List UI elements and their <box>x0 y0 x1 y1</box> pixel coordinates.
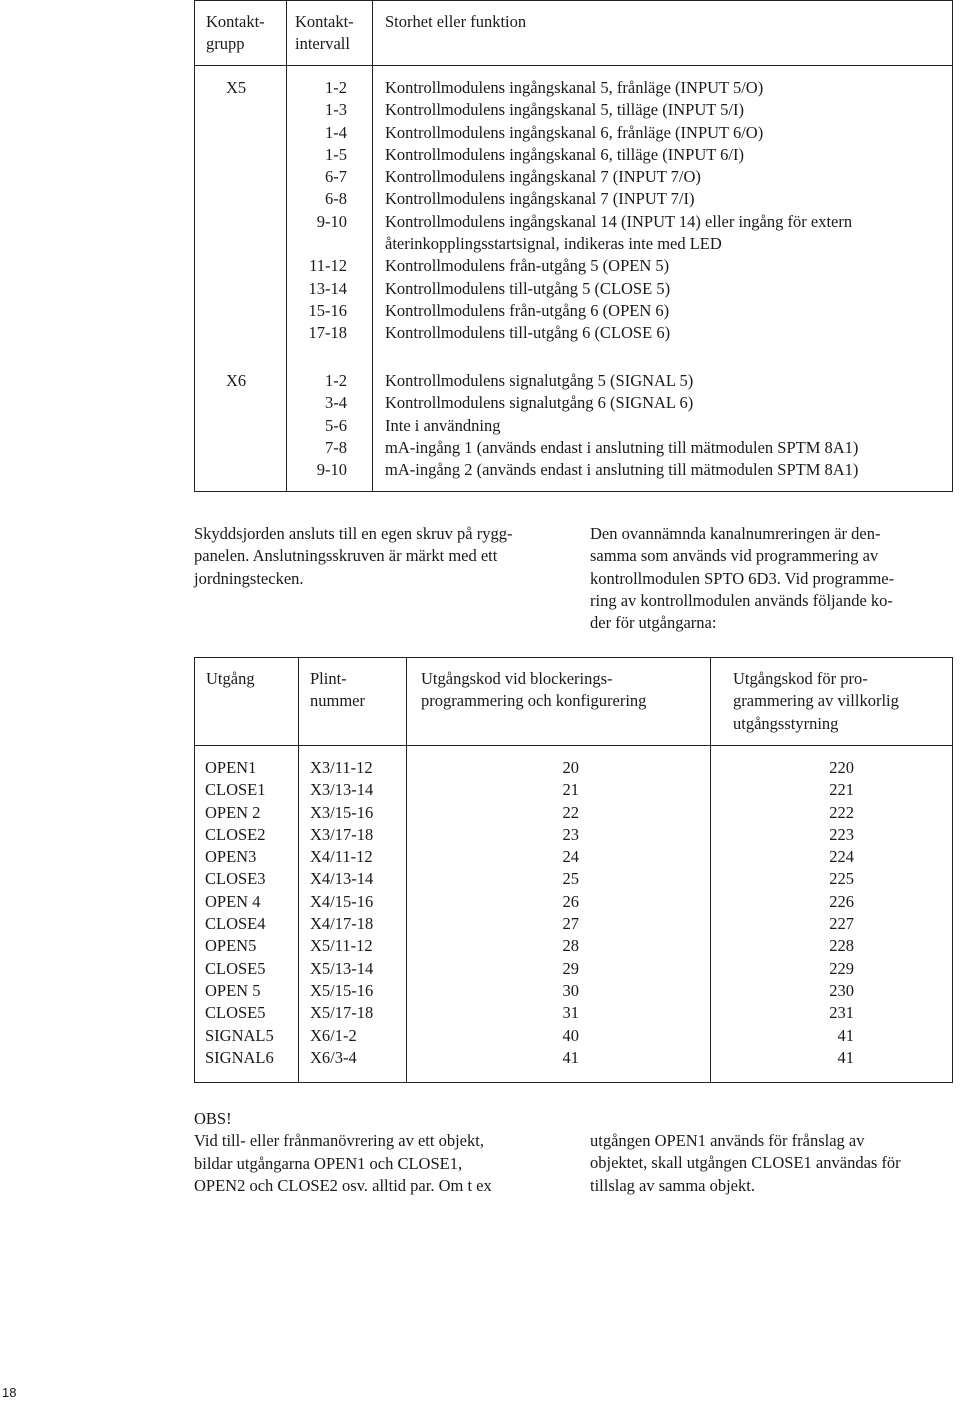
x5-description-column <box>385 77 950 345</box>
table-cell: X4/17-18 <box>310 914 374 934</box>
header-conditional-code <box>733 668 899 735</box>
obs-note-left <box>194 1108 574 1197</box>
paragraph-line: OPEN2 och CLOSE2 osv. alltid par. Om t ex <box>194 1175 492 1195</box>
table-cell: 15-16 <box>308 300 347 320</box>
paragraph-line: Vid till- eller frånmanövrering av ett objekt, <box>194 1131 484 1151</box>
group-label-x6: X6 <box>226 371 247 390</box>
table-cell: X6/3-4 <box>310 1047 357 1067</box>
table-cell: 28 <box>562 936 579 956</box>
paragraph-line: der för utgångarna: <box>590 613 717 633</box>
table-cell: CLOSE2 <box>205 824 266 844</box>
table-cell: X3/17-18 <box>310 824 374 844</box>
header-terminal-number <box>310 668 365 713</box>
table-cell: OPEN 2 <box>205 802 261 822</box>
obs-title: OBS! <box>194 1109 232 1128</box>
terminal-column <box>310 757 404 1069</box>
paragraph-line: kontrollmodulen SPTO 6D3. Vid programme- <box>590 568 895 588</box>
header-function: Storhet eller funktion <box>385 12 527 31</box>
table-cell: X3/11-12 <box>310 758 373 777</box>
table-cell: 223 <box>829 824 854 844</box>
table-cell: X4/11-12 <box>310 847 373 867</box>
table-cell: 41 <box>562 1047 579 1067</box>
table-cell: 9-10 <box>316 211 347 231</box>
table-cell: Kontrollmodulens till-utgång 6 (CLOSE 6) <box>385 323 671 343</box>
table-cell: Kontrollmodulens ingångskanal 5, frånläge (INPUT 5/O) <box>385 78 764 97</box>
table-cell: OPEN1 <box>205 758 257 777</box>
header-output <box>206 668 255 690</box>
x6-interval-column <box>287 370 347 481</box>
table-cell: 9-10 <box>316 460 347 480</box>
table-cell: 21 <box>562 780 579 800</box>
channel-note-paragraph <box>590 523 960 634</box>
table-cell: återinkopplingsstartsignal, indikeras inte med LED <box>385 234 722 254</box>
header-text: grammering av villkorlig <box>733 691 899 711</box>
header-text: intervall <box>295 34 350 54</box>
table-cell: CLOSE1 <box>205 780 266 800</box>
table-cell: 1-5 <box>325 144 347 164</box>
table-cell: 6-8 <box>325 189 347 209</box>
table-cell: mA-ingång 1 (används endast i anslutning till mätmodulen SPTM 8A1) <box>385 437 859 457</box>
table-cell: 24 <box>562 847 579 867</box>
table-cell: CLOSE4 <box>205 914 266 934</box>
conditional-code-column <box>711 757 854 1069</box>
table-cell: SIGNAL5 <box>205 1025 274 1045</box>
blocking-code-column <box>407 757 579 1069</box>
table-cell: 231 <box>829 1003 854 1023</box>
header-text: nummer <box>310 691 365 711</box>
table-cell: X5/11-12 <box>310 936 373 956</box>
table-cell: mA-ingång 2 (används endast i anslutning till mätmodulen SPTM 8A1) <box>385 460 859 480</box>
paragraph-line: jordningstecken. <box>194 568 304 588</box>
table-cell: X3/15-16 <box>310 802 374 822</box>
table-cell: 27 <box>562 914 579 934</box>
table-cell: Kontrollmodulens signalutgång 6 (SIGNAL 6) <box>385 393 694 413</box>
table-cell: 11-12 <box>309 256 347 276</box>
table-cell: 230 <box>829 980 854 1000</box>
table-cell: Kontrollmodulens till-utgång 5 (CLOSE 5) <box>385 278 671 298</box>
table-cell: Kontrollmodulens ingångskanal 7 (INPUT 7/O) <box>385 167 701 187</box>
table-cell: 6-7 <box>325 167 347 187</box>
paragraph-line: ring av kontrollmodulen används följande ko- <box>590 590 893 610</box>
table-cell: Kontrollmodulens ingångskanal 5, tilläge (INPUT 5/I) <box>385 100 744 120</box>
group-label-x5: X5 <box>226 78 247 97</box>
table-cell: 41 <box>837 1047 854 1067</box>
ground-note-paragraph <box>194 523 564 590</box>
table-cell: 225 <box>829 869 854 889</box>
table-cell: 229 <box>829 958 854 978</box>
header-divider <box>195 65 952 66</box>
table-cell: 227 <box>829 914 854 934</box>
paragraph-line: Skyddsjorden ansluts till en egen skruv på rygg- <box>194 524 513 543</box>
table-cell: Kontrollmodulens signalutgång 5 (SIGNAL 5) <box>385 371 694 390</box>
paragraph-line: tillslag av samma objekt. <box>590 1175 755 1195</box>
x6-description-column <box>385 370 950 481</box>
paragraph-line: objektet, skall utgången CLOSE1 användas för <box>590 1153 901 1173</box>
table-cell: 25 <box>562 869 579 889</box>
header-text: Utgångskod vid blockerings- <box>421 669 613 688</box>
column-divider <box>298 658 299 1082</box>
table-cell: X5/17-18 <box>310 1003 374 1023</box>
header-text: Utgång <box>206 669 255 688</box>
table-cell: 1-2 <box>325 78 347 97</box>
table-cell: 5-6 <box>325 415 347 435</box>
table-cell: 221 <box>829 780 854 800</box>
obs-note-right <box>590 1130 960 1197</box>
table-cell: Kontrollmodulens från-utgång 6 (OPEN 6) <box>385 300 670 320</box>
table-cell: OPEN3 <box>205 847 257 867</box>
header-text: grupp <box>206 34 245 54</box>
table-cell: 30 <box>562 980 579 1000</box>
table-cell: 40 <box>562 1025 579 1045</box>
table-cell: OPEN5 <box>205 936 257 956</box>
header-text: Kontakt- <box>295 12 354 31</box>
table-cell: X3/13-14 <box>310 780 374 800</box>
table-cell: X5/15-16 <box>310 980 374 1000</box>
table-cell: Kontrollmodulens ingångskanal 14 (INPUT 14) eller ingång för extern <box>385 211 853 231</box>
x5-interval-column <box>287 77 347 345</box>
table-cell: 41 <box>837 1025 854 1045</box>
header-text: programmering och konfigurering <box>421 691 647 711</box>
table-cell: X4/15-16 <box>310 891 374 911</box>
output-code-table <box>194 657 953 1083</box>
table-cell: Kontrollmodulens från-utgång 5 (OPEN 5) <box>385 256 670 276</box>
table-cell: 222 <box>829 802 854 822</box>
table-cell: 13-14 <box>308 278 347 298</box>
table-cell: 31 <box>562 1003 579 1023</box>
header-text: utgångsstyrning <box>733 713 839 733</box>
table-cell: CLOSE3 <box>205 869 266 889</box>
table-cell <box>287 233 347 255</box>
header-contact-interval <box>295 11 371 56</box>
table-cell: SIGNAL6 <box>205 1047 274 1067</box>
table-cell: 1-3 <box>325 100 347 120</box>
paragraph-line: samma som används vid programmering av <box>590 546 879 566</box>
table-cell: X6/1-2 <box>310 1025 357 1045</box>
table-cell: 226 <box>829 891 854 911</box>
output-column <box>205 757 297 1069</box>
paragraph-line: bildar utgångarna OPEN1 och CLOSE1, <box>194 1153 463 1173</box>
table-cell: 228 <box>829 936 854 956</box>
table-cell: Kontrollmodulens ingångskanal 6, tilläge (INPUT 6/I) <box>385 144 744 164</box>
header-text: Utgångskod för pro- <box>733 669 868 688</box>
table-cell: 1-2 <box>325 371 347 390</box>
header-divider <box>195 745 952 746</box>
table-cell: X4/13-14 <box>310 869 374 889</box>
table-cell: 29 <box>562 958 579 978</box>
table-cell: OPEN 5 <box>205 980 261 1000</box>
table-cell: CLOSE5 <box>205 958 266 978</box>
table-cell: 224 <box>829 847 854 867</box>
table-cell: 220 <box>829 758 854 777</box>
connection-table <box>194 0 953 492</box>
table-cell: 3-4 <box>325 393 347 413</box>
paragraph-line: panelen. Anslutningsskruven är märkt med ett <box>194 546 498 566</box>
table-cell: 20 <box>562 758 579 777</box>
page-number: 18 <box>2 1385 17 1400</box>
header-contact-group <box>206 11 284 56</box>
table-cell: 22 <box>562 802 579 822</box>
table-cell: 1-4 <box>325 122 347 142</box>
header-text: Plint- <box>310 669 347 688</box>
table-cell: CLOSE5 <box>205 1003 266 1023</box>
paragraph-line: utgången OPEN1 används för frånslag av <box>590 1131 865 1150</box>
column-divider <box>372 1 373 491</box>
table-cell: OPEN 4 <box>205 891 261 911</box>
table-cell: 23 <box>562 824 579 844</box>
table-cell: Kontrollmodulens ingångskanal 7 (INPUT 7/I) <box>385 189 695 209</box>
table-cell: X5/13-14 <box>310 958 374 978</box>
table-cell: Kontrollmodulens ingångskanal 6, frånläge (INPUT 6/O) <box>385 122 764 142</box>
table-cell: 17-18 <box>308 323 347 343</box>
paragraph-line: Den ovannämnda kanalnumreringen är den- <box>590 524 881 543</box>
header-blocking-code <box>421 668 646 713</box>
table-cell: 7-8 <box>325 437 347 457</box>
table-cell: 26 <box>562 891 579 911</box>
header-text: Kontakt- <box>206 12 265 31</box>
table-cell: Inte i användning <box>385 415 501 435</box>
